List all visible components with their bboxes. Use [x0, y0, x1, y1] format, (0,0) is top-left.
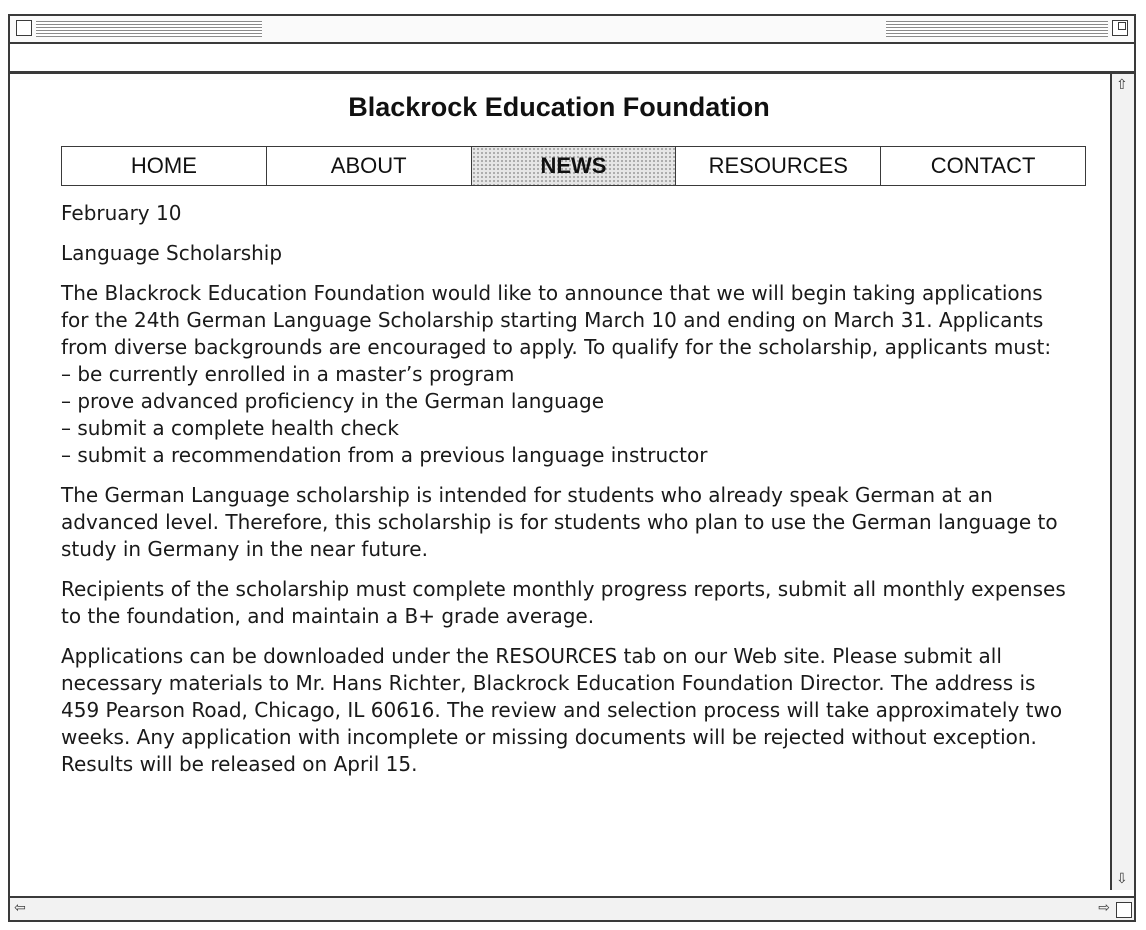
nav-contact[interactable]: CONTACT — [930, 153, 1036, 178]
requirement-item: – submit a complete health check — [61, 416, 399, 440]
requirement-item: – prove advanced proficiency in the German language — [61, 389, 605, 413]
nav-about[interactable]: ABOUT — [267, 147, 472, 185]
requirement-item: – be currently enrolled in a master’s program — [61, 362, 515, 386]
horizontal-scrollbar[interactable] — [10, 896, 1134, 920]
news-article — [61, 200, 1071, 791]
right-arrow-icon[interactable]: ⇨ — [1098, 900, 1110, 916]
zoom-box[interactable] — [1112, 20, 1128, 36]
article-intro: The Blackrock Education Foundation would like to announce that we will begin taking applications for the 24th German Language Scholarship starting March 10 and ending on March 31. Applicants from diverse backgrounds are encouraged to apply. To qualify for the scholarship, applicants must: — [61, 281, 1052, 359]
vertical-scrollbar[interactable] — [1110, 74, 1134, 890]
down-arrow-icon[interactable]: ⇩ — [1116, 871, 1128, 887]
nav-news[interactable]: NEWS — [472, 147, 677, 185]
article-paragraph: The German Language scholarship is intended for students who already speak German at an advanced level. Therefore, this scholarship is for students who plan to use the German language to study in Germany in the near future. — [61, 483, 1058, 561]
title-bar-stripes-left — [36, 21, 262, 37]
nav-resources[interactable]: RESOURCES — [676, 147, 881, 185]
article-paragraph: Recipients of the scholarship must complete monthly progress reports, submit all monthly expenses to the foundation, and maintain a B+ grade average. — [61, 577, 1066, 628]
nav-bar — [61, 146, 1086, 186]
title-bar-stripes-right — [886, 21, 1108, 37]
site-title: Blackrock Education Foundation — [348, 92, 770, 122]
browser-window — [8, 14, 1136, 922]
requirement-item: – submit a recommendation from a previous language instructor — [61, 443, 708, 467]
close-box[interactable] — [16, 20, 32, 36]
resize-grow-box[interactable] — [1116, 902, 1132, 918]
article-paragraph: Applications can be downloaded under the RESOURCES tab on our Web site. Please submit all necessary materials to Mr. Hans Richter, Blackrock Education Foundation Director. The address is 459 Pearson Road, Chicago, IL 60616. The review and selection process will take approximately two weeks. Any application with incomplete or missing documents will be rejected without exception. Results will be released on April 15. — [61, 644, 1063, 776]
title-bar[interactable] — [10, 16, 1134, 44]
toolbar-strip — [10, 44, 1134, 74]
page-content — [10, 74, 1108, 894]
article-date: February 10 — [61, 201, 182, 225]
requirements-list — [61, 361, 1071, 469]
nav-home[interactable]: HOME — [62, 147, 267, 185]
left-arrow-icon[interactable]: ⇦ — [14, 900, 26, 916]
up-arrow-icon[interactable]: ⇧ — [1116, 77, 1128, 93]
article-heading: Language Scholarship — [61, 241, 283, 265]
